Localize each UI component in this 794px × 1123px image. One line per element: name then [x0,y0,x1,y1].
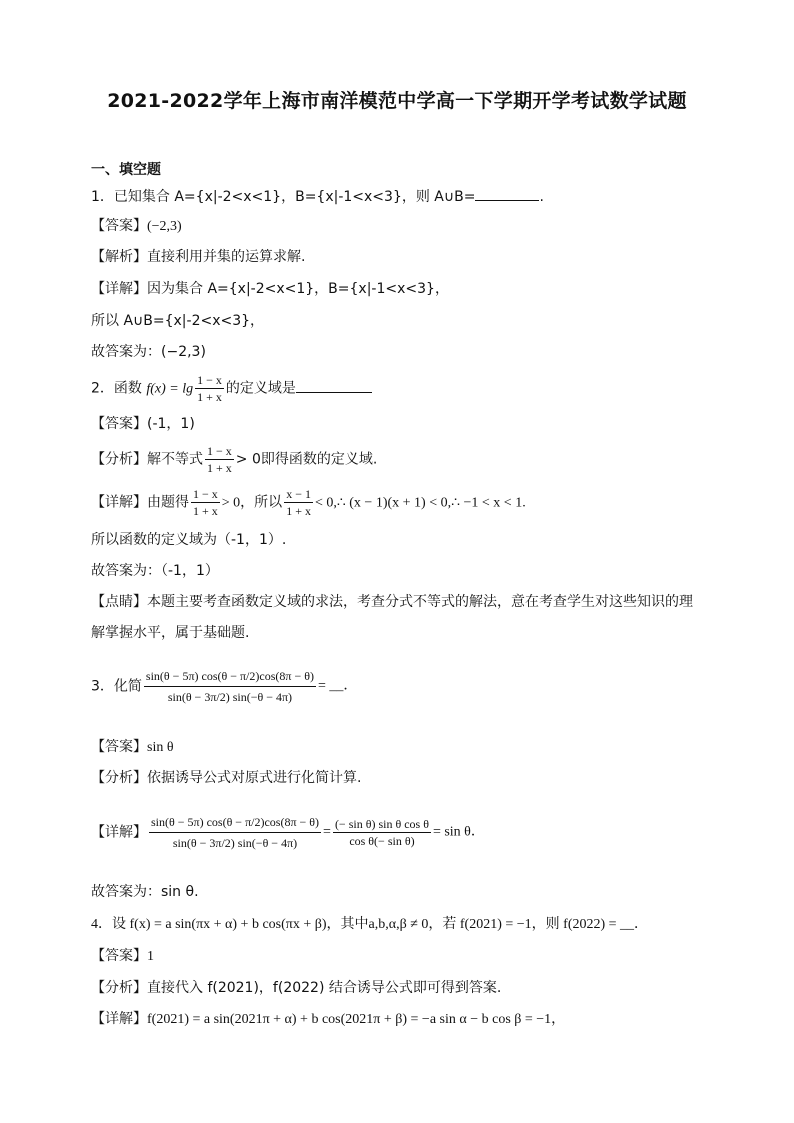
comment-tag: 【点睛】 [91,594,147,610]
q4-answer: 1 [147,949,154,964]
detail-tag: 【详解】 [91,281,147,297]
q2-fraction [195,372,224,405]
q1-analysis-row [91,247,305,267]
frac-num: 1 − x [207,444,232,458]
q3-analysis-row [91,768,361,788]
q2-analysis-post: > 0即得函数的定义域. [235,451,378,468]
q1-analysis: 直接利用并集的运算求解. [147,249,306,265]
question-2-stem-post: 的定义域是 [225,380,296,397]
answer-tag: 【答案】 [91,948,147,964]
q2-analysis-pre: 解不等式 [147,451,203,468]
frac-den: 1 + x [193,504,218,518]
question-3 [91,666,357,707]
q2-detail-row [91,486,526,519]
frac-num: 1 − x [193,487,218,501]
q4-analysis: 直接代入 f(2021)，f(2022) 结合诱导公式即可得到答案. [147,980,502,996]
q2-analysis-fraction [205,443,234,476]
q2-detail-mid: > 0，所以 [221,495,283,511]
q3-answer-row [91,737,174,758]
q1-line2: 所以 A∪B={x|-2<x<3}， [91,313,265,329]
analysis-tag: 【分析】 [91,451,147,468]
detail-tag: 【详解】 [91,824,147,841]
q3-final: 故答案为：sin θ. [91,884,199,900]
q4-detail-row [91,1009,565,1030]
q3-detail-result: = sin θ． [432,824,485,840]
q2-answer-row [91,414,195,434]
detail-tag: 【详解】 [91,494,147,511]
q4-answer-row [91,946,154,967]
q3-detail-fraction [149,812,321,853]
q2-detail-fraction-2 [284,486,313,519]
frac-den: cos θ(− sin θ) [333,832,431,849]
q3-num: sin(θ − 5π) cos(θ − π/2)cos(8π − θ) [145,669,314,683]
analysis-tag: 【分析】 [91,770,147,786]
question-1: 1．已知集合 A={x|-2<x<1}，B={x|-1<x<3}，则 A∪B= . [91,186,544,207]
answer-blank [475,186,539,201]
q1-answer-row [91,216,182,237]
frac-num: (− sin θ) sin θ cos θ [334,817,429,831]
answer-tag: 【答案】 [91,416,147,432]
question-4: 4．设 f(x) = a sin(πx + α) + b cos(πx + β)，其中a,b,α,β ≠ 0，若 f(2021) = −1，则 f(2022) = __． [91,917,649,932]
q2-domain-line: 所以函数的定义域为（-1，1）. [91,532,287,548]
frac-num: x − 1 [286,487,311,501]
q2-comment-row [91,592,693,612]
page-title: 2021-2022学年上海市南洋模范中学高一下学期开学考试数学试题 [107,90,687,112]
q3-detail-row: 【详解】 $\frac{\sin(\theta - 5\pi) \cos(\theta - \pi/2)\cos(8\pi - \theta)}{\sin(\theta - 3\pi/2) \sin(-\theta - 4\pi)}$ = $\frac{\text{(− sin θ) sin θ cos θ}}{\text{cos θ(− sin θ)}}$ = sin θ． [91,812,485,853]
q1-detail: 因为集合 A={x|-2<x<1}，B={x|-1<x<3}， [147,281,449,297]
frac-den: 1 + x [286,504,311,518]
q3-analysis: 依据诱导公式对原式进行化简计算. [147,770,362,786]
q3-den: sin(θ − 3π/2) sin(−θ − 4π) [144,686,316,707]
q2-final: 故答案为：（-1，1） [91,563,219,579]
analysis-tag: 【解析】 [91,249,147,265]
question-2 [91,372,372,405]
q2-detail-post: < 0,∴ (x − 1)(x + 1) < 0,∴ −1 < x < 1. [314,495,526,511]
q2-detail-fraction [191,486,220,519]
q2-analysis-row [91,443,377,476]
q3-answer: sin θ [147,740,174,755]
frac-num: sin(θ − 5π) cos(θ − π/2)cos(8π − θ) [151,815,320,829]
q2-frac-num: 1 − x [197,373,222,387]
q1-detail-row [91,279,449,299]
q2-comment-1: 本题主要考查函数定义域的求法，考查分式不等式的解法，意在考查学生对这些知识的理 [147,594,693,610]
q2-frac-den: 1 + x [197,390,222,404]
analysis-tag: 【分析】 [91,980,147,996]
q2-comment-2: 解掌握水平，属于基础题. [91,625,250,641]
detail-tag: 【详解】 [91,1011,147,1027]
q4-analysis-row [91,978,501,998]
q1-answer: (−2,3) [147,219,182,234]
section-heading: 一、填空题 [91,162,161,178]
answer-tag: 【答案】 [91,739,147,755]
question-2-stem-pre: 2．函数 [91,380,142,397]
q4-detail: f(2021) = a sin(2021π + α) + b cos(2021π + β) = −a sin α − b cos β = −1， [147,1012,566,1027]
frac-den: sin(θ − 3π/2) sin(−θ − 4π) [149,832,321,853]
q3-fraction [144,666,316,707]
answer-tag: 【答案】 [91,218,147,234]
q2-detail-pre: 由题得 [147,494,189,511]
answer-blank [296,378,372,393]
q3-detail-rhs [333,816,431,849]
q1-final: 故答案为：(−2,3) [91,344,206,360]
q2-answer: (-1，1) [147,416,195,432]
question-3-stem-post: = __． [317,678,358,694]
question-1-stem: 1．已知集合 A={x|-2<x<1}，B={x|-1<x<3}，则 A∪B= [91,189,476,205]
q2-func: f(x) = lg [146,381,194,397]
frac-den: 1 + x [207,461,232,475]
question-3-stem-pre: 3．化简 [91,678,142,695]
